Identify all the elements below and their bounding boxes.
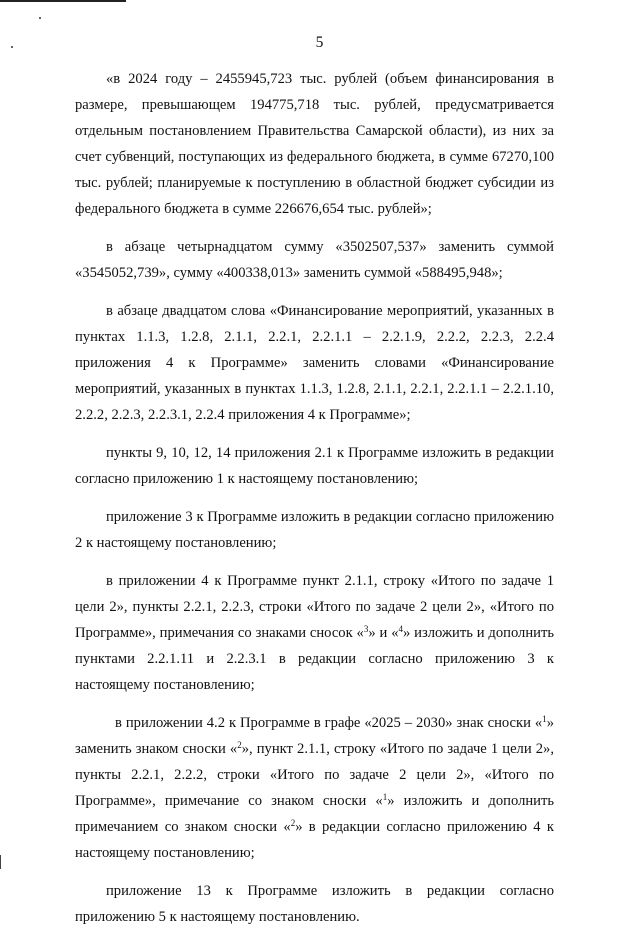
paragraph-appendix-13: приложение 13 к Программе изложить в редакции согласно приложению 5 к настоящему постановлению.	[75, 883, 554, 925]
page-number: 5	[315, 34, 324, 51]
text-run: » изложить и дополнить пунктами 2.2.1.11 и 2.2.3.1 в редакции согласно приложению 3 к настоящему постановлению;	[75, 625, 554, 693]
text-run: в приложении 4 к Программе пункт 2.1.1, строку «Итого по задаче 1 цели 2», пункты 2.2.1, 2.2.3, строки «Итого по задаче 2 цели 2», «Итого по Программе», примечания со знаками сносок «	[75, 573, 554, 641]
text-run: » заменить знаком сноски «	[75, 715, 554, 757]
footnote-mark: 2	[290, 818, 296, 828]
paragraph-abzac-20: в абзаце двадцатом слова «Финансирование мероприятий, указанных в пунктах 1.1.3, 1.2.8, 2.1.1, 2.2.1, 2.2.1.1 – 2.2.1.9, 2.2.2, 2.2.3, 2.2.4 приложения 4 к Программе» заменить словами «Финансирование мероприятий, указанных в пунктах 1.1.3, 1.2.8, 2.1.1, 2.2.1, 2.2.1.1 – 2.2.1.10, 2.2.2, 2.2.3, 2.2.3.1, 2.2.4 приложения 4 к Программе»;	[75, 303, 554, 423]
paragraph-appendix-2-1: пункты 9, 10, 12, 14 приложения 2.1 к Программе изложить в редакции согласно приложению 1 к настоящему постановлению;	[75, 445, 554, 487]
top-scan-rule	[0, 0, 126, 2]
text-run: » в редакции согласно приложению 4 к настоящему постановлению;	[75, 819, 555, 861]
paragraph-appendix-4	[75, 568, 554, 698]
text-run: », пункт 2.1.1, строку «Итого по задаче 1 цели 2», пункты 2.2.1, 2.2.2, строки «Итого по задаче 2 цели 2», «Итого по Программе», примечание со знаком сноски «	[75, 741, 554, 809]
document-body	[75, 66, 554, 942]
paragraph-appendix-4-2	[75, 710, 554, 866]
footnote-mark: 3	[363, 624, 369, 634]
scan-edge-mark	[0, 855, 1, 869]
text-run: » и «	[368, 625, 399, 641]
text-run: » изложить и дополнить примечанием со знаком сноски «	[75, 793, 555, 835]
footnote-mark: 1	[542, 714, 547, 724]
footnote-mark: 2	[237, 740, 242, 750]
scan-speck	[39, 17, 41, 19]
footnote-mark: 4	[398, 624, 403, 634]
footnote-mark: 1	[382, 792, 388, 802]
paragraph-abzac-14: в абзаце четырнадцатом сумму «3502507,537» заменить суммой «3545052,739», сумму «400338,013» заменить суммой «588495,948»;	[75, 239, 554, 281]
paragraph-appendix-3: приложение 3 к Программе изложить в редакции согласно приложению 2 к настоящему постановлению;	[75, 509, 554, 551]
paragraph-financing-2024: «в 2024 году – 2455945,723 тыс. рублей (объем финансирования в размере, превышающем 194775,718 тыс. рублей, предусматривается отдельным постановлением Правительства Самарской области), из них за счет субвенций, поступающих из федерального бюджета, в сумме 67270,100 тыс. рублей; планируемые к поступлению в областной бюджет субсидии из федерального бюджета в сумме 226676,654 тыс. рублей»;	[75, 71, 554, 217]
text-run: в приложении 4.2 к Программе в графе «2025 – 2030» знак сноски «	[115, 715, 543, 731]
